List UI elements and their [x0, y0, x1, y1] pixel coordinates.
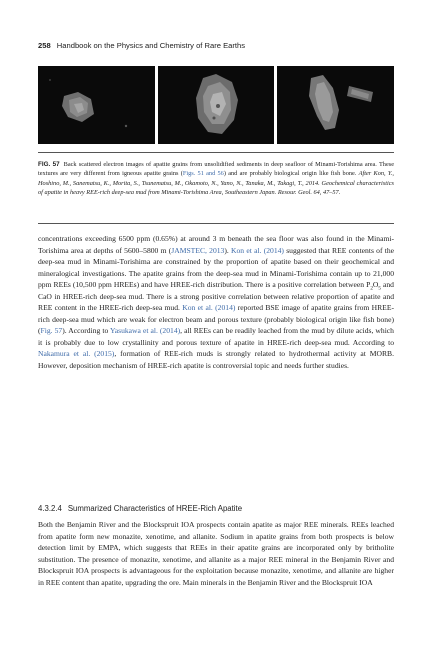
- figure-57-images: [38, 66, 394, 144]
- caption-text: Back scattered electron images of apatite grains from unsolidified sediments in deep seafloor of Minami-Torishima area. These textures are very different from igneous apatite grains (: [38, 161, 395, 178]
- citation-link-kon-2014-b[interactable]: Kon et al. (2014): [182, 303, 236, 313]
- citation-link-kon-2014[interactable]: Kon et al. (2014): [231, 245, 284, 255]
- caption-citation: After Kon, Y., Hoshino, M., Sanematsu, K., Morita, S., Tsunematsu, M., Okamoto, N., Yano, N., Tanaka, M., Takagi, T., 2014. Geochemical characteristics of apatite in heavy REE-rich deep-sea mud from Minami-Torishima Area, Southeastern Japan. Resour. Geol. 64, 47–57.: [38, 170, 394, 196]
- body-text: O: [372, 280, 379, 290]
- body-text: and CaO in HREE-rich deep-sea mud. There is a strong positive correlation between relative proportion of apatite and REE content in the HREE-rich deep-sea mud.: [38, 280, 394, 313]
- body-text: , all REEs can be readily leached from the mud by dilute acids, which it is probably due to low crystallinity and porous texture of apatite in HREE-rich deep-sea mud. According to: [38, 326, 394, 347]
- subscript: 5: [378, 285, 381, 292]
- citation-link-jamstec[interactable]: JAMSTEC, 2013: [171, 245, 225, 255]
- body-paragraph-1: [38, 233, 394, 372]
- book-title: Handbook on the Physics and Chemistry of Rare Earths: [56, 41, 246, 50]
- body-text: , formation of REE-rich muds is strongly related to hydrothermal activity at MORB. However, deposition mechanism of HREE-rich apatite is controversial topic and needs further studies.: [38, 349, 394, 371]
- figure-link-57[interactable]: Fig. 57: [40, 326, 63, 336]
- caption-figure-link[interactable]: Figs. 51 and 56: [182, 170, 224, 178]
- paragraph-2-text: Both the Benjamin River and the Blockspruit IOA prospects contain apatite as major REE minerals. REEs leached from apatite form new monazite, xenotime, and allanite. Sodium in apatite grains from both prospects is below detection limit by EMPA, which suggests that REEs in their apatite grains are incorporated only by britholite substitution. The presence of monazite, xenotime, and allanite as a major REE mineral in the Benjamin River and Blockspruit IOA prospects is advantageous for the exploitation because monazite, xenotime, and allanite are higher in REE content than apatite, upgrading the ore. Main minerals in the Benjamin River and the Blockspruit IOA: [38, 520, 394, 587]
- citation-link-nakamura-2015[interactable]: Nakamura et al. (2015): [38, 349, 115, 359]
- body-text: reported BSE image of apatite grains from HREE-rich deep-sea mud which are weak for electron beam and porous texture (probably biological origin like fish bone) (: [38, 303, 394, 336]
- body-paragraph-2: [38, 519, 394, 588]
- caption-top-rule: [38, 152, 394, 153]
- bse-grain-left-graphic: [38, 66, 155, 144]
- caption-bottom-rule: [38, 223, 394, 224]
- caption-text-mid: ) and are probably biological origin like fish bone.: [223, 170, 359, 178]
- bse-image-middle: [158, 66, 275, 144]
- bse-grain-middle-graphic: [158, 66, 275, 144]
- body-text: ). According to: [62, 326, 111, 336]
- subscript: 2: [370, 285, 373, 292]
- section-heading: [38, 504, 394, 513]
- section-number: 4.3.2.4: [38, 504, 62, 513]
- body-text: suggested that REE contents of the deep-sea mud in Minami-Torishima are constrained by the proportion of apatite based on their geochemical and mineralogical investigations. The apatite grains from the deep-sea mud in Minami-Torishima contain up to 21,000 ppm REEs (10,500 ppm HREEs) and have HREE-rich distribution. There is a positive correlation between P: [38, 245, 394, 290]
- bse-image-left: [38, 66, 155, 144]
- figure-caption: [38, 160, 394, 197]
- section-title: Summarized Characteristics of HREE-Rich Apatite: [67, 504, 243, 513]
- bse-grain-right-graphic: [277, 66, 394, 144]
- page-number: 258: [38, 41, 51, 50]
- body-text: concentrations exceeding 6500 ppm (0.65%) at around 3 m beneath the sea floor was also found in the Minami-Torishima area at depths of 5600–5800 m (: [38, 234, 394, 255]
- running-header: [38, 41, 245, 50]
- bse-image-right: [277, 66, 394, 144]
- citation-link-yasukawa-2014[interactable]: Yasukawa et al. (2014): [110, 326, 181, 336]
- figure-label: FIG. 57: [38, 161, 60, 168]
- body-text: ).: [224, 245, 232, 255]
